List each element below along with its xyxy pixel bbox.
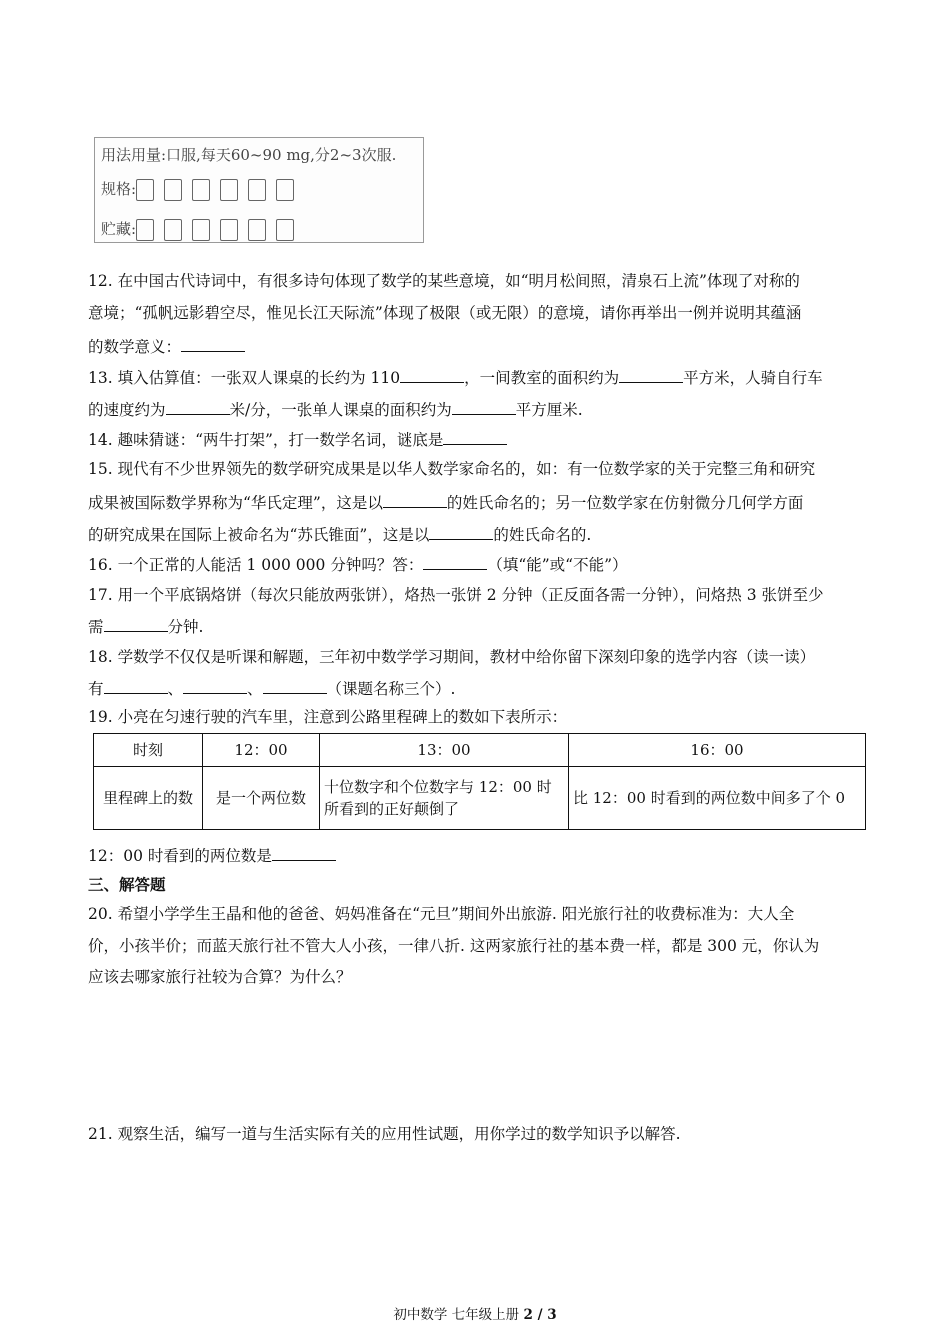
answer-blank[interactable]	[263, 677, 327, 694]
q18-line1: 18. 学数学不仅仅是听课和解题，三年初中数学学习期间，教材中给你留下深刻印象的选学内容（读一读）	[88, 648, 816, 666]
q21-line: 21. 观察生活，编写一道与生活实际有关的应用性试题，用你学过的数学知识予以解答.	[88, 1125, 681, 1143]
q13-line1-a: 13. 填入估算值：一张双人课桌的长约为 110	[88, 369, 401, 387]
q13-line1-b: ，一间教室的面积约为	[464, 369, 620, 387]
q16-line	[88, 553, 628, 575]
milestone-table	[93, 733, 866, 830]
footer-label: 初中数学 七年级上册	[393, 1307, 520, 1323]
empty-box	[220, 219, 238, 241]
section-heading: 三、解答题	[88, 876, 166, 894]
empty-box	[164, 219, 182, 241]
empty-box	[164, 179, 182, 201]
answer-blank[interactable]	[400, 366, 464, 383]
q17-line2-b: 分钟.	[167, 618, 204, 636]
answer-blank[interactable]	[104, 615, 168, 632]
answer-blank[interactable]	[619, 366, 683, 383]
drug-spec-row	[101, 178, 304, 201]
q13-line1-c: 平方米，人骑自行车	[683, 369, 823, 387]
empty-box	[136, 179, 154, 201]
answer-blank[interactable]	[452, 398, 516, 415]
q20-line2: 价，小孩半价；而蓝天旅行社不管大人小孩，一律八折. 这两家旅行社的基本费一样，都是 300 元，你认为	[88, 937, 820, 955]
q19-answer-prompt: 12：00 时看到的两位数是	[88, 847, 272, 865]
table-cell: 是一个两位数	[203, 767, 320, 830]
q16-text-b: （填“能”或“不能”）	[487, 556, 628, 574]
q18-line2-b: （课题名称三个）.	[326, 680, 456, 698]
q20-line1: 20. 希望小学学生王晶和他的爸爸、妈妈准备在“元旦”期间外出旅游. 阳光旅行社的收费标准为：大人全	[88, 905, 795, 923]
q13-line1	[88, 366, 823, 388]
answer-blank[interactable]	[166, 398, 230, 415]
table-cell: 比 12：00 时看到的两位数中间多了个 0	[569, 767, 866, 830]
table-header-cell: 16：00	[569, 734, 866, 767]
q15-line2	[88, 491, 803, 513]
q16-text-a: 16. 一个正常的人能活 1 000 000 分钟吗？答：	[88, 556, 424, 574]
table-header-cell: 时刻	[94, 734, 203, 767]
empty-box	[136, 219, 154, 241]
answer-blank[interactable]	[443, 428, 507, 445]
q12-line3-text: 的数学意义：	[88, 338, 182, 356]
empty-box	[276, 179, 294, 201]
answer-blank[interactable]	[383, 491, 447, 508]
q18-line2-a: 有	[88, 680, 104, 698]
q12-line2: 意境；“孤帆远影碧空尽，惟见长江天际流”体现了极限（或无限）的意境，请你再举出一例并说明其蕴涵	[88, 304, 802, 322]
drug-label-image	[94, 137, 424, 243]
empty-box	[276, 219, 294, 241]
q13-line2-a: 的速度约为	[88, 401, 166, 419]
q19-answer-line	[88, 844, 336, 866]
table-header-cell: 12：00	[203, 734, 320, 767]
q12-line3	[88, 335, 245, 357]
q15-line1: 15. 现代有不少世界领先的数学研究成果是以华人数学家命名的，如：有一位数学家的关于完整三角和研究	[88, 460, 816, 478]
empty-box	[192, 219, 210, 241]
empty-box	[192, 179, 210, 201]
page-footer	[0, 1303, 950, 1323]
table-row	[94, 767, 866, 830]
empty-box	[248, 219, 266, 241]
drug-spec-label: 规格:	[101, 180, 137, 198]
q15-line3	[88, 523, 591, 545]
q18-sep1: 、	[167, 680, 184, 698]
q14-text: 14. 趣味猜谜：“两牛打架”，打一数学名词，谜底是	[88, 431, 444, 449]
answer-blank[interactable]	[183, 677, 247, 694]
q17-line1: 17. 用一个平底锅烙饼（每次只能放两张饼），烙热一张饼 2 分钟（正反面各需一分钟），问烙热 3 张饼至少	[88, 586, 824, 604]
table-row-label: 里程碑上的数	[94, 767, 203, 830]
answer-blank[interactable]	[429, 523, 493, 540]
drug-usage-text: 用法用量:口服,每天60~90 mg,分2~3次服.	[101, 146, 397, 164]
q13-line2-b: 米/分，一张单人课桌的面积约为	[229, 401, 452, 419]
q18-sep2: 、	[247, 680, 263, 698]
q15-line2-b: 的姓氏命名的；另一位数学家在仿射微分几何学方面	[446, 494, 804, 512]
page-number: 2 / 3	[523, 1307, 557, 1323]
q17-line2-a: 需	[88, 618, 104, 636]
drug-storage-row	[101, 218, 304, 241]
drug-storage-label: 贮藏:	[101, 220, 137, 238]
answer-blank[interactable]	[181, 335, 245, 352]
q20-line3: 应该去哪家旅行社较为合算？为什么？	[88, 968, 352, 986]
answer-blank[interactable]	[272, 844, 336, 861]
table-cell: 十位数字和个位数字与 12：00 时所看到的正好颠倒了	[320, 767, 569, 830]
q15-line3-b: 的姓氏命名的.	[493, 526, 592, 544]
q17-line2	[88, 615, 203, 637]
answer-blank[interactable]	[423, 553, 487, 570]
empty-box	[220, 179, 238, 201]
table-header-row	[94, 734, 866, 767]
q13-line2	[88, 398, 583, 420]
q18-line2	[88, 677, 455, 699]
empty-box	[248, 179, 266, 201]
table-header-cell: 13：00	[320, 734, 569, 767]
q15-line3-a: 的研究成果在国际上被命名为“苏氏锥面”，这是以	[88, 526, 430, 544]
q14-line	[88, 428, 507, 450]
answer-blank[interactable]	[104, 677, 168, 694]
q15-line2-a: 成果被国际数学界称为“华氏定理”，这是以	[88, 494, 383, 512]
q12-line1: 12. 在中国古代诗词中，有很多诗句体现了数学的某些意境，如“明月松间照，清泉石上流”体现了对称的	[88, 272, 800, 290]
q19-intro: 19. 小亮在匀速行驶的汽车里，注意到公路里程碑上的数如下表所示：	[88, 708, 568, 726]
q13-line2-c: 平方厘米.	[515, 401, 583, 419]
